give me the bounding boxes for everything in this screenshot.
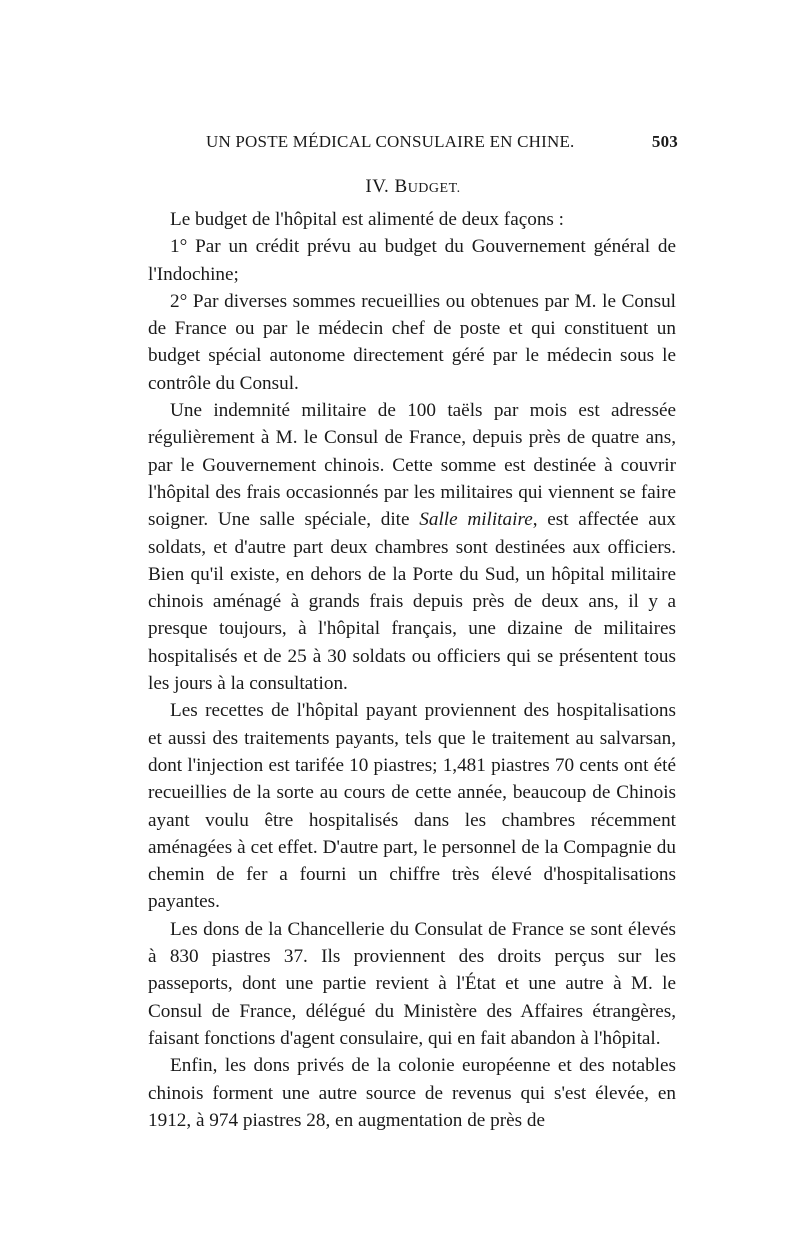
body-text <box>148 206 676 1134</box>
paragraph-dons-prives: Enfin, les dons privés de la colonie européenne et des notables chinois forment une autre source de revenus qui s'est élevée, en 1912, à 974 piastres 28, en augmentation de près de <box>148 1055 676 1131</box>
section-heading <box>148 176 678 198</box>
paragraph-recettes: Les recettes de l'hôpital payant proviennent des hospitalisations et aussi des traitements payants, tels que le traitement au salvarsan, dont l'injection est tarifée 10 piastres; 1,481 piastres 70 cents ont été recueillies de la sorte au cours de cette année, beaucoup de Chinois ayant voulu être hospitalisés dans les chambres récemment aménagées à cet effet. D'autre part, le personnel de la Compagnie du chemin de fer a fourni un chiffre très élevé d'hospitalisations payantes. <box>148 700 676 913</box>
paragraph-dons-chancellerie: Les dons de la Chancellerie du Consulat de France se sont élevés à 830 piastres 37. Ils proviennent des droits perçus sur les passeports, dont une partie revient à l'État et une autre à M. le Consul de France, délégué du Ministère des Affaires étrangères, faisant fonctions d'agent consulaire, qui en fait abandon à l'hôpital. <box>148 918 676 1049</box>
paragraph-indemnite-text-b: , est affectée aux soldats, et d'autre part deux chambres sont destinées aux officiers. Bien qu'il existe, en dehors de la Porte du Sud, un hôpital militaire chinois aménagé à grands frais depuis près de deux ans, il y a presque toujours, à l'hôpital français, une dizaine de militaires hospitalisés et de 25 à 30 soldats ou officiers qui se présentent tous les jours à la consultation. <box>148 509 676 695</box>
paragraph-item-1: 1° Par un crédit prévu au budget du Gouvernement général de l'Indochine; <box>148 236 676 285</box>
paragraph-item-2: 2° Par diverses sommes recueillies ou obtenues par M. le Consul de France ou par le médecin chef de poste et qui constituent un budget spécial autonome directement géré par le médecin sous le contrôle du Consul. <box>148 290 676 394</box>
page-header <box>148 128 678 158</box>
paragraph-intro: Le budget de l'hôpital est alimenté de deux façons : <box>170 209 565 230</box>
paragraph-indemnite <box>148 397 676 697</box>
paragraph-indemnite-text-a: Une indemnité militaire de 100 taëls par mois est adressée régulièrement à M. le Consul de France, depuis près de quatre ans, par le Gouvernement chinois. Cette somme est destinée à couvrir l'hôpital des frais occasionnés par les militaires qui viennent se faire soigner. Une salle spéciale, dite <box>148 400 676 531</box>
salle-militaire-term: Salle militaire <box>419 509 533 531</box>
section-title-initial: B <box>394 176 408 197</box>
section-title-rest: UDGET. <box>407 181 461 196</box>
running-title: UN POSTE MÉDICAL CONSULAIRE EN CHINE. <box>206 132 575 151</box>
page-number: 503 <box>651 132 678 151</box>
section-numeral: IV. <box>365 176 390 197</box>
